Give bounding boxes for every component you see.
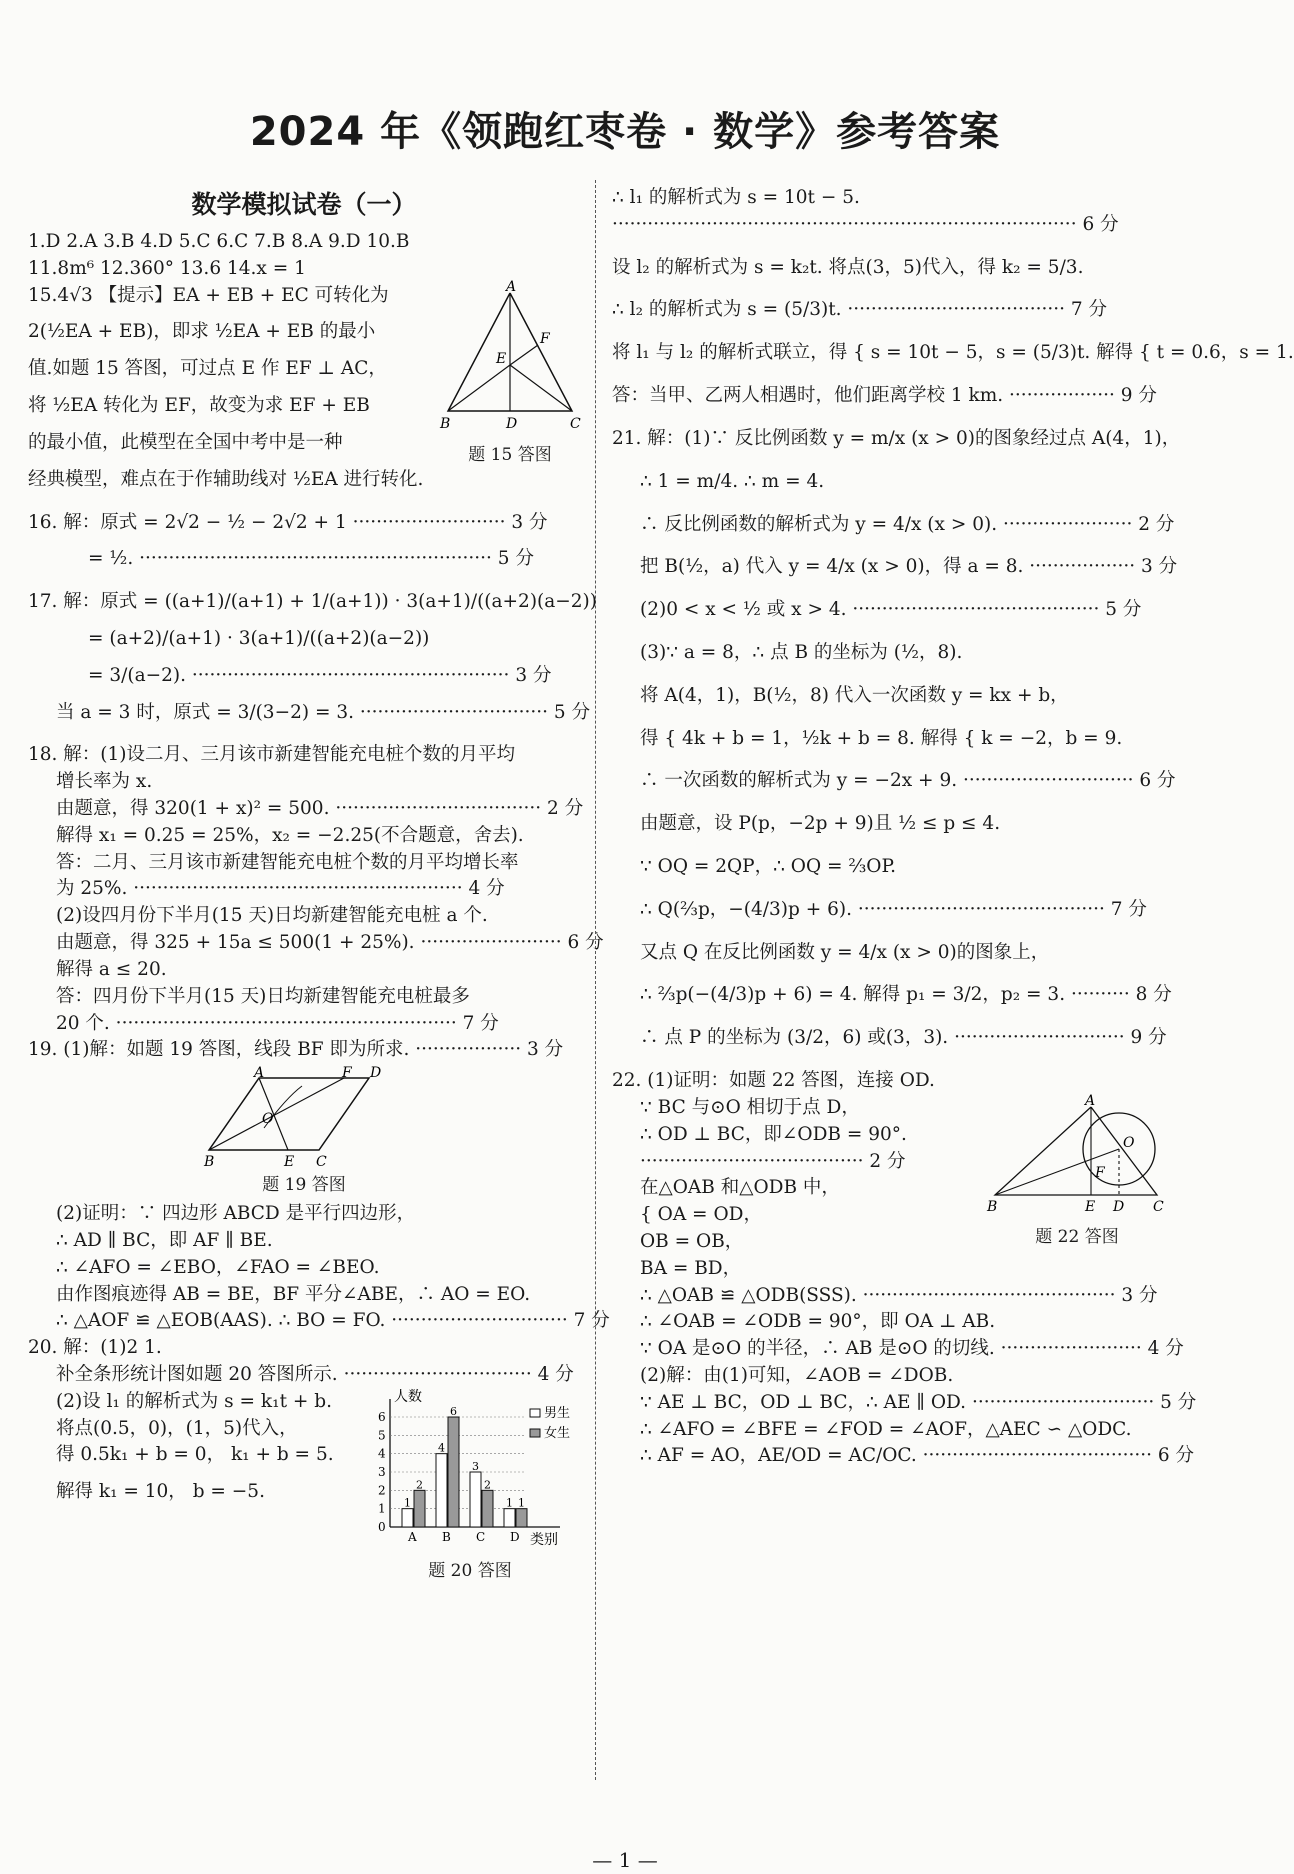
bar-B-男生 [436,1453,447,1526]
left-column [28,185,610,1587]
fig19-label-b: B [204,1154,215,1171]
y-tick-label: 3 [378,1464,386,1479]
q18-line-1: 18. 解：(1)设二月、三月该市新建智能充电桩个数的月平均 [28,744,516,766]
bar-value-label: 4 [438,1441,445,1455]
q15-line-1: 15.4√3 【提示】EA + EB + EC 可转化为 [28,284,389,306]
legend-male-swatch [530,1409,540,1417]
q15-line-4: 将 ½EA 转化为 EF，故变为求 EF + EB [28,395,370,417]
q20-line-5: 得 0.5k₁ + b = 0， k₁ + b = 5. [56,1444,334,1466]
fig19-label-a: A [254,1065,265,1082]
fig19-label-c: C [316,1154,327,1171]
fig20-caption: 题 20 答图 [428,1560,512,1581]
q18-line-7: (2)设四月份下半月(15 天)日均新建智能充电桩 a 个. [56,905,488,927]
fig19-label-e: E [284,1154,295,1171]
bar-A-男生 [402,1508,413,1526]
fig15-label-d: D [506,415,518,432]
bar-value-label: 1 [506,1496,513,1510]
fig15-diagram [440,278,581,433]
fig19-label-f: F [342,1065,352,1082]
q18-line-2: 增长率为 x. [56,771,153,793]
fig20-chart [360,1389,580,1549]
q21-line-8: 得 { 4k + b = 1，½k + b = 8. 解得 { k = −2，b = 9. [640,727,1123,749]
q16-line-2: = ½. ···························································· 5 分 [88,548,534,570]
q22-line-8: BA = BD， [640,1257,742,1279]
r-top-4: ∴ l₂ 的解析式为 s = (5/3)t. ····································· 7 分 [612,299,1108,321]
q22-line-12: (2)解：由(1)可知，∠AOB = ∠DOB. [640,1365,954,1386]
fig19-caption: 题 19 答图 [262,1175,346,1196]
y-tick-label: 2 [378,1483,386,1498]
r-top-1: ∴ l₁ 的解析式为 s = 10t − 5. [612,187,860,208]
page-title: 2024 年《领跑红枣卷 · 数学》参考答案 [249,109,1001,155]
q18-line-3: 由题意，得 320(1 + x)² = 500. ··································· 2 分 [56,798,584,819]
q18-line-5: 答：二月、三月该市新建智能充电桩个数的月平均增长率 [56,851,519,873]
legend-female-swatch [530,1429,540,1437]
fig15-label-c: C [570,415,581,432]
bar-A-女生 [414,1490,425,1527]
q19-part1: 19. (1)解：如题 19 答图，线段 BF 即为所求. ·················· 3 分 [28,1039,564,1061]
q22-line-11: ∵ OA 是⊙O 的半径，∴ AB 是⊙O 的切线. ························ 4 分 [640,1338,1184,1360]
q15-line-6: 经典模型，难点在于作辅助线对 ½EA 进行转化. [28,468,424,490]
q21-line-13: 又点 Q 在反比例函数 y = 4/x (x > 0)的图象上， [640,941,1050,963]
q21-line-5: (2)0 < x < ½ 或 x > 4. ·········································· 5 分 [640,599,1142,621]
y-tick-label: 1 [378,1501,386,1516]
bar-C-男生 [470,1472,481,1527]
q21-line-14: ∴ ⅔p(−(4/3)p + 6) = 4. 解得 p₁ = 3/2，p₂ = 3. ·········· 8 分 [640,984,1172,1006]
q16-line-1: 16. 解：原式 = 2√2 − ½ − 2√2 + 1 ·························· 3 分 [28,511,548,533]
q22-line-3: ∴ OD ⊥ BC，即∠ODB = 90°. [640,1123,907,1145]
q21-line-2: ∴ 1 = m/4. ∴ m = 4. [640,470,825,492]
category-label: A [408,1529,417,1544]
fig22-caption: 题 22 答图 [1035,1226,1119,1247]
q19-line-1: (2)证明：∵ 四边形 ABCD 是平行四边形， [56,1203,416,1225]
q22-line-5: 在△OAB 和△ODB 中， [640,1177,840,1199]
q21-line-12: ∴ Q(⅔p，−(4/3)p + 6). ·········································· 7 分 [640,898,1147,920]
q22-line-7: OB = OB， [640,1230,744,1252]
q19-line-4: 由作图痕迹得 AB = BE，BF 平分∠ABE，∴ AO = EO. [56,1283,531,1305]
fig22-label-o: O [1123,1134,1135,1151]
q15-line-2: 2(½EA + EB)，即求 ½EA + EB 的最小 [28,321,376,343]
legend-male-label: 男生 [544,1405,571,1421]
q15-line-3: 值.如题 15 答图，可过点 E 作 EF ⊥ AC， [28,358,387,380]
fig15-label-e: E [496,350,507,367]
q20-line-4: 将点(0.5，0)，(1，5)代入， [56,1417,298,1439]
q22-line-2: ∵ BC 与⊙O 相切于点 D， [640,1096,860,1118]
column-divider [595,180,596,1780]
right-column [612,185,1294,1470]
q21-line-9: ∴ 一次函数的解析式为 y = −2x + 9. ····························· 6 分 [640,770,1176,792]
fig22-label-e: E [1085,1198,1096,1215]
q18-line-8: 由题意，得 325 + 15a ≤ 500(1 + 25%). ························ 6 分 [56,932,604,954]
q19-line-3: ∴ ∠AFO = ∠EBO，∠FAO = ∠BEO. [56,1256,380,1278]
legend-female-label: 女生 [544,1425,571,1441]
q20-line-2: 补全条形统计图如题 20 答图所示. ································ 4 分 [56,1364,574,1385]
fig20-ylabel: 人数 [394,1388,422,1405]
q21-line-11: ∵ OQ = 2QP，∴ OQ = ⅔OP. [640,856,897,877]
q15-block [28,278,581,494]
fig19-diagram [204,1065,404,1171]
fig22 [987,1092,1167,1253]
r-top-2: ··············································································· 6 分 [612,213,1119,235]
q20-line-3: (2)设 l₁ 的解析式为 s = k₁t + b. [56,1390,332,1412]
y-tick-label: 0 [378,1519,386,1534]
q17-line-1: 17. 解：原式 = ((a+1)/(a+1) + 1/(a+1)) · 3(a+1)/((a+2)(a−2)) [28,591,597,613]
fig15-caption: 题 15 答图 [468,444,552,465]
q21-line-10: 由题意，设 P(p，−2p + 9)且 ½ ≤ p ≤ 4. [640,813,1001,835]
q22-line-10: ∴ ∠OAB = ∠ODB = 90°，即 OA ⊥ AB. [640,1311,996,1333]
fig22-label-d: D [1113,1198,1125,1215]
bar-value-label: 1 [518,1496,525,1510]
fig22-label-c: C [1153,1198,1164,1215]
y-tick-label: 5 [378,1428,386,1443]
fig20-xlabel: 类别 [530,1531,558,1548]
q22-line-15: ∴ AF = AO，AE/OD = AC/OC. ······································· 6 分 [640,1445,1195,1467]
q19-line-2: ∴ AD ∥ BC，即 AF ∥ BE. [56,1229,273,1251]
fig15-label-f: F [540,330,550,347]
r-top-5: 将 l₁ 与 l₂ 的解析式联立，得 { s = 10t − 5，s = (5/3)t. 解得 { t = 0.6，s = 1. [612,342,1294,364]
y-tick-label: 4 [378,1446,386,1461]
fig22-diagram [987,1092,1167,1215]
category-label: B [442,1529,451,1544]
bar-value-label: 2 [484,1478,491,1492]
fig20 [360,1389,580,1587]
bar-C-女生 [482,1490,493,1527]
q21-line-6: (3)∵ a = 8，∴ 点 B 的坐标为 (½，8). [640,641,963,663]
y-tick-label: 6 [378,1409,386,1424]
q21-line-4: 把 B(½，a) 代入 y = 4/x (x > 0)，得 a = 8. ·················· 3 分 [640,556,1178,578]
r-top-3: 设 l₂ 的解析式为 s = k₂t. 将点(3，5)代入，得 k₂ = 5/3. [612,256,1084,278]
q22-line-14: ∴ ∠AFO = ∠BFE = ∠FOD = ∠AOF，△AEC ∽ △ODC. [640,1418,1132,1440]
q18-line-6: 为 25%. ························································ 4 分 [56,878,505,900]
bar-value-label: 3 [472,1459,479,1473]
bar-B-女生 [448,1417,459,1527]
bar-value-label: 2 [416,1478,423,1492]
category-label: C [476,1529,486,1544]
fig22-label-b: B [987,1198,998,1215]
choice-answers-1: 1.D 2.A 3.B 4.D 5.C 6.C 7.B 8.A 9.D 10.B [28,231,410,252]
fig22-label-a: A [1085,1092,1096,1109]
q22-block [612,1092,1167,1283]
fig19-label-d: D [370,1065,382,1082]
bar-value-label: 6 [450,1404,457,1418]
page-number: — 1 — [592,1848,658,1872]
bar-D-男生 [504,1508,515,1526]
choice-answers-2: 11.8m⁶ 12.360° 13.6 14.x = 1 [28,257,306,279]
q15-line-5: 的最小值，此模型在全国中考中是一种 [28,431,343,453]
q22-line-6: { OA = OD， [640,1204,762,1226]
category-label: D [510,1529,520,1544]
q21-line-3: ∴ 反比例函数的解析式为 y = 4/x (x > 0). ······················ 2 分 [640,513,1175,535]
fig15-label-b: B [440,415,451,432]
q22-line-9: ∴ △OAB ≌ △ODB(SSS). ··········································· 3 分 [640,1284,1158,1306]
fig15 [440,278,581,471]
q20-line-6: 解得 k₁ = 10， b = −5. [56,1481,265,1503]
section-title: 数学模拟试卷（一） [191,190,417,219]
q20-line-1: 20. 解：(1)2 1. [28,1337,162,1359]
bar-D-女生 [516,1508,527,1526]
fig19-label-o: O [262,1111,274,1128]
fig22-label-f: F [1095,1164,1105,1181]
q17-line-3: = 3/(a−2). ······················································ 3 分 [88,664,552,686]
fig15-label-a: A [506,278,517,295]
q22-line-4: ······································ 2 分 [640,1150,906,1172]
q22-line-13: ∵ AE ⊥ BC，OD ⊥ BC，∴ AE ∥ OD. ······························· 5 分 [640,1391,1197,1413]
q21-line-1: 21. 解：(1)∵ 反比例函数 y = m/x (x > 0)的图象经过点 A(4，1)， [612,427,1181,449]
q21-line-15: ∴ 点 P 的坐标为 (3/2，6) 或(3，3). ····························· 9 分 [640,1027,1167,1049]
q18-line-11: 20 个. ·························································· 7 分 [56,1012,499,1034]
q17-line-4: 当 a = 3 时，原式 = 3/(3−2) = 3. ································ 5 分 [56,701,591,723]
q21-line-7: 将 A(4，1)，B(½，8) 代入一次函数 y = kx + b， [640,684,1069,706]
q22-line-1: 22. (1)证明：如题 22 答图，连接 OD. [612,1070,935,1092]
q18-line-9: 解得 a ≤ 20. [56,958,167,980]
q20-block [28,1388,580,1581]
r-top-6: 答：当甲、乙两人相遇时，他们距离学校 1 km. ·················· 9 分 [612,385,1157,407]
bar-value-label: 1 [404,1496,411,1510]
q18-line-4: 解得 x₁ = 0.25 = 25%，x₂ = −2.25(不合题意，舍去). [56,824,524,846]
q17-line-2: = (a+2)/(a+1) · 3(a+1)/((a+2)(a−2)) [88,627,430,649]
q19-line-5: ∴ △AOF ≌ △EOB(AAS). ∴ BO = FO. ······························ 7 分 [56,1310,610,1332]
q18-line-10: 答：四月份下半月(15 天)日均新建智能充电桩最多 [56,985,470,1007]
